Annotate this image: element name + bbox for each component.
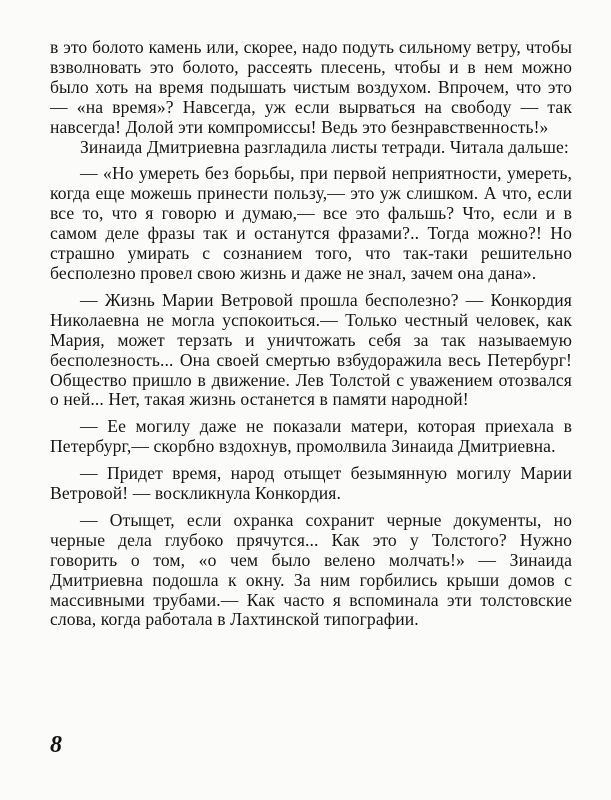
paragraph-konkordia-exclaim: — Придет время, народ отыщет безымянную могилу Марии Ветровой! — воскликнула Конкордия.	[50, 463, 572, 504]
page-number: 8	[50, 732, 62, 758]
body-text	[50, 38, 572, 630]
paragraph-zinaida-remark: — Ее могилу даже не показали матери, которая приехала в Петербург,— скорбно вздохнув, промолвила Зинаида Дмитриевна.	[50, 416, 572, 457]
paragraph-diary-quote: — «Но умереть без борьбы, при первой неприятности, умереть, когда еще можешь принести пользу,— это уж слишком. А что, если все то, что я говорю и думаю,— все это фальшь? Что, если и в самом деле фразы так и останутся фразами?.. Тогда можно?! Но страшно умирать с сознанием того, что так-таки решительно бесполезно провел свою жизнь и даже не знал, зачем она дана».	[50, 163, 572, 283]
paragraph-continuation: в это болото камень или, скорее, надо подуть сильному ветру, чтобы взволновать это болото, рассеять плесень, чтобы и в нем можно было хоть на время подышать чистым воздухом. Впрочем, что это — «на время»? Навсегда, уж если вырваться на свободу — так навсегда! Долой эти компромиссы! Ведь это безнравственность!»	[50, 37, 572, 137]
paragraph-narration: Зинаида Дмитриевна разгладила листы тетради. Читала дальше:	[80, 136, 569, 157]
paragraph-zinaida-tolstoy: — Отыщет, если охранка сохранит черные документы, но черные дела глубоко прячутся... Как это у Толстого? Нужно говорить о том, «о чем было велено молчать!» — Зинаида Дмитриевна подошла к окну. За ним горбились крыши домов с массивными трубами.— Как часто я вспоминала эти толстовские слова, когда работала в Лахтинской типографии.	[50, 509, 572, 630]
paragraph-konkordia-reply: — Жизнь Марии Ветровой прошла бесполезно? — Конкордия Николаевна не могла успокоиться.— Только честный человек, как Мария, может терзать и уничтожать себя за так называемую бесполезность... Она своей смертью взбудоражила весь Петербург! Общество пришло в движение. Лев Толстой с уважением отозвался о ней... Нет, такая жизнь останется в памяти народной!	[50, 289, 572, 410]
